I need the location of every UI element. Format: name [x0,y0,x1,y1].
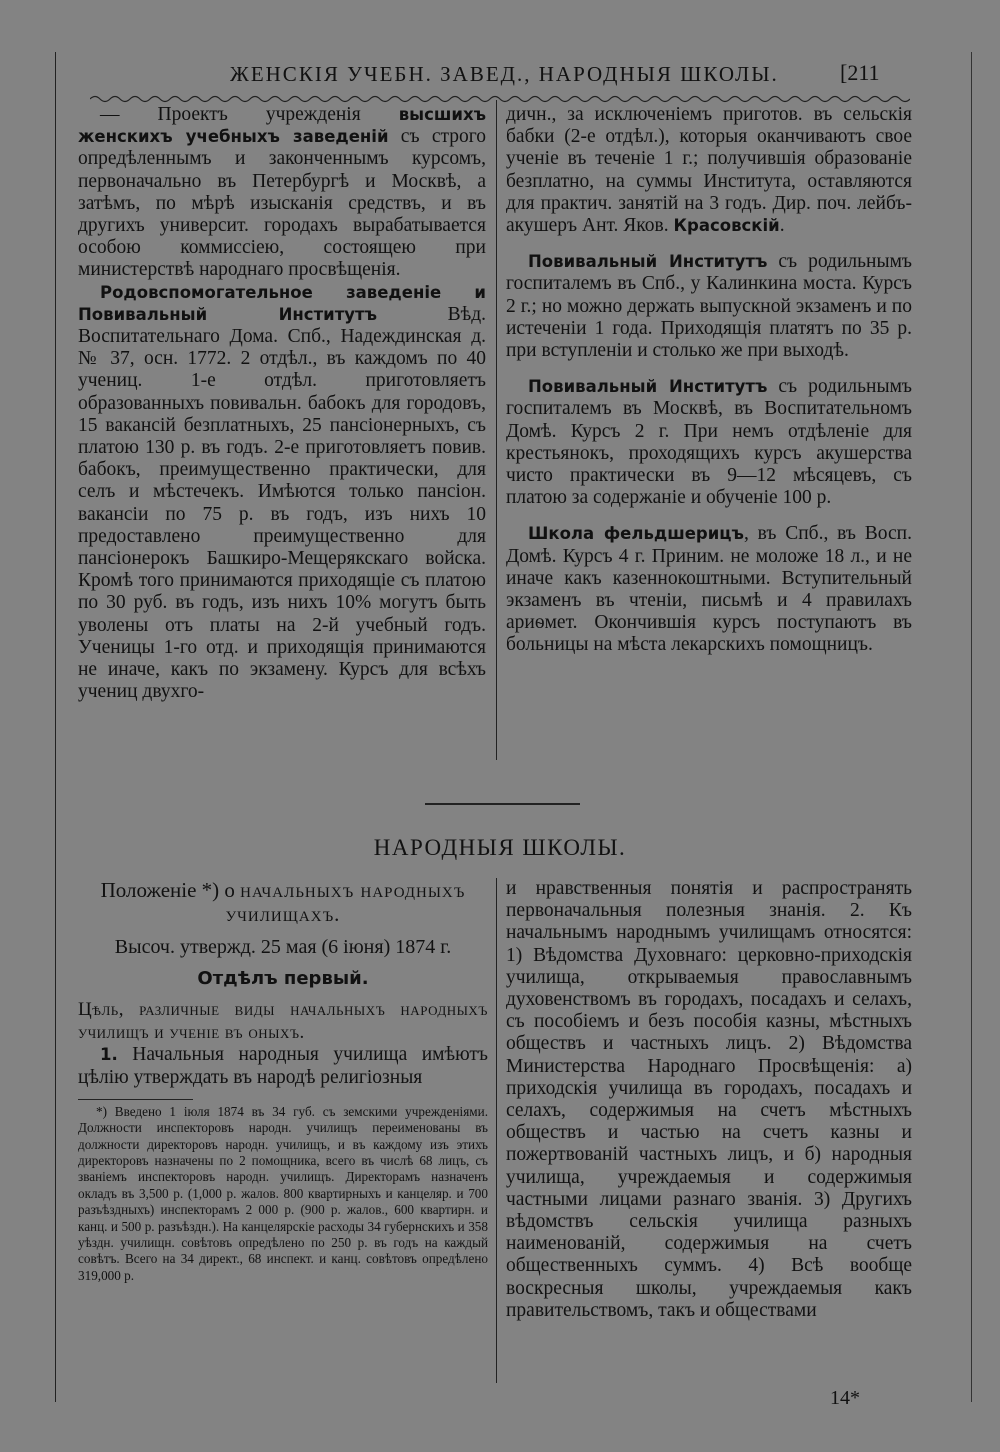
column-divider [496,878,497,1383]
column-divider [496,100,497,760]
bold-heading: Повивальный Институтъ [528,377,768,397]
footnote-rule [78,1099,193,1100]
bold-heading: высшихъ женскихъ учебныхъ заведеній [78,105,486,147]
article-2: и нравственныя понятія и распространять первоначальныя полезныя знанія. 2. Къ начальнымъ народнымъ училищамъ относятся: 1) Вѣдомства Духовнаго: церковно-приходскія училища, открываемыя православнымъ духовенствомъ въ городахъ, посадахъ и селахъ, съ пособіемъ и безъ пособія казны, мѣстныхъ обществъ и частныхъ лицъ. 2) Вѣдомства Министерства Народнаго Просвѣщенія: а) приходскія училища въ городахъ, посадахъ и селахъ, содержимыя на счетъ мѣстныхъ обществъ и частью на счетъ казны и пожертвованій частныхъ лицъ, и б) народныя училища, учреждаемыя и содержимыя частными лицами разнаго званія. 3) Другихъ вѣдомствъ сельскія училища разныхъ наименованій, содержимыя на счетъ общественныхъ суммъ. 4) Всѣ вообще воскресныя школы, учреждаемыя какъ правительствомъ, такъ и обществами [506,878,912,1321]
paragraph-higher-courses: — Проектъ учрежденія высшихъ женскихъ учебныхъ заведеній съ строго опредѣленнымъ и законченнымъ курсомъ, первоначально въ Петербургѣ и Москвѣ, а затѣмъ, по мѣрѣ изысканія средствъ, и въ другихъ университ. городахъ вырабатывается особою коммиссіею, состоящею при министерствѣ народнаго просвѣщенія. [78,104,486,281]
column-right-bottom [506,878,912,1322]
paragraph-maternity-institute: Родовспомогательное заведеніе и Повивальный Институтъ Вѣд. Воспитательнаго Дома. Спб., Надеждинская д. № 37, осн. 1772. 2 отдѣл., въ каждомъ по 40 учениц. 1-е отдѣл. приготовляетъ образованныхъ повивальн. бабокъ для городовъ, 15 вакансій безплатныхъ, 25 пансіонерныхъ, съ платою 130 р. въ годъ. 2-е приготовляетъ повив. бабокъ, преимущественно практически, для селъ и мѣстечекъ. Имѣются только пансіон. вакансіи по 75 р. въ годъ, изъ нихъ 10 предоставлено преимущественно для пансіонерокъ Башкиро-Мещерякскаго войска. Кромѣ того принимаются приходящіе съ платою по 30 руб. въ годъ, изъ нихъ 10% могутъ быть уволены отъ платы на 2-й учебный годъ. Ученицы 1-го отд. и приходящія принимаются не иначе, какъ по экзамену. Курсъ для всѣхъ учениц двухго- [78,282,486,703]
footnote: *) Введено 1 іюля 1874 въ 34 губ. съ земскими учрежденіями. Должности инспекторовъ народн. училищъ переименованы въ должности директоровъ народн. училищъ, и въ каждому изъ этихъ директоровъ назначены по 2 помощника, всего въ числѣ 68 лицъ, съ званіемъ инспекторовъ народн. училищъ. Директорамъ назначенъ окладъ въ 3,500 р. (1,000 р. жалов. 800 квартирныхъ и канцеляр. и 700 разъѣздныхъ) инспекторамъ 2 000 р. (900 р. жалов., 600 квартирн. и канц. и 500 р. разъѣздн.). На канцелярскіе расходы 34 губернскихъ и 358 уѣздн. училищн. совѣтовъ опредѣлено по 250 р. въ годъ на каждый совѣтъ. Всего на 34 директ., 68 инспект. и канц. совѣтовъ опредѣлено 319,000 р. [78,1103,488,1283]
bold-heading: Родовспомогательное заведеніе и Повивальный Институтъ [78,282,486,324]
part-heading: Отдѣлъ первый. [197,968,369,990]
column-left-bottom [78,878,488,1284]
section-separator [425,803,580,805]
part-subtitle: Цѣль, различные виды начальныхъ народныхъ училищъ и ученіе въ оныхъ. [78,999,488,1044]
signature-mark: 14* [830,1387,860,1409]
page-header [60,58,935,92]
bold-heading: Повивальный Институтъ [528,252,768,272]
paragraph-moscow-institute: Повивальный Институтъ съ родильнымъ госпиталемъ въ Москвѣ, въ Воспитательномъ Домѣ. Курсъ 2 г. При немъ отдѣленіе для крестьянокъ, проходящихъ курсъ акушерства чисто практически въ 9—12 мѣсяцевъ, съ платою за содержаніе и обученіе 100 р. [506,376,912,509]
approval-date: Высоч. утвержд. 25 мая (6 іюня) 1874 г. [114,936,452,958]
paragraph-feldsher-school: Школа фельдшерицъ, въ Спб., въ Восп. Домѣ. Курсъ 4 г. Приним. не моложе 18 л., и не иначе какъ казеннокоштными. Вступительный экзаменъ въ чтеніи, письмѣ и 4 правилахъ ариѳмет. Окончившія курсъ поступаютъ въ больницы на мѣста лекарскихъ помощницъ. [506,523,912,656]
statute-title: Положеніе *) о начальныхъ народныхъ училищахъ. [100,878,466,926]
paragraph-spb-institute: Повивальный Институтъ съ родильнымъ госпиталемъ въ Спб., у Калинкина моста. Курсъ 2 г.; но можно держать выпускной экзаменъ и по истеченіи 1 года. Приходящія платятъ по 35 р. при вступленіи и столько же при выходѣ. [506,251,912,362]
paragraph-continuation: дичн., за исключеніемъ приготов. въ сельскія бабки (2-е отдѣл.), которыя оканчиваютъ свое ученіе въ теченіе 1 г.; получившія образованіе безплатно, на суммы Института, оставляются для практич. занятій на 3 годъ. Дир. поч. лейбъ-акушеръ Ант. Яков. Красовскій. [506,104,912,237]
page-number: [211 [840,60,880,85]
bold-heading: Школа фельдшерицъ [528,524,744,544]
running-head: ЖЕНСКІЯ УЧЕБН. ЗАВЕД., НАРОДНЫЯ ШКОЛЫ. [230,62,779,86]
article-1: 1. Начальныя народныя училища имѣютъ цѣлію утверждать въ народѣ религіозныя [78,1044,488,1088]
column-right-top [506,104,912,657]
section-title: НАРОДНЫЯ ШКОЛЫ. [373,835,627,860]
column-left-top [78,104,486,703]
bold-name: Красовскій [673,216,780,236]
